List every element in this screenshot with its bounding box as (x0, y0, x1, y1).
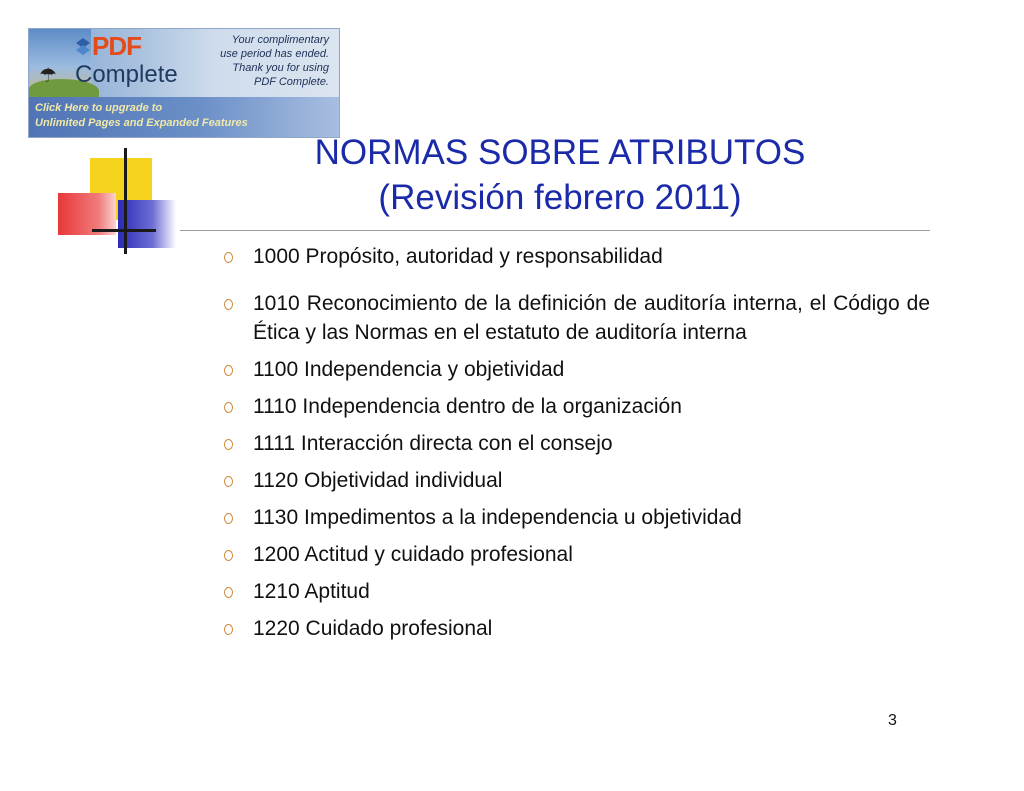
bullet-icon (224, 402, 233, 413)
banner-top (29, 29, 339, 97)
list-item (220, 392, 930, 421)
upgrade-link[interactable] (35, 101, 248, 131)
banner-message-line: use period has ended. (220, 48, 329, 60)
list-item (220, 577, 930, 606)
banner-message (189, 33, 329, 89)
list-item (220, 614, 930, 643)
pdf-complete-upgrade-banner[interactable] (28, 28, 340, 138)
slide-title (260, 130, 860, 220)
banner-message-line: PDF Complete. (254, 76, 329, 88)
list-item-text: 1210 Aptitud (253, 580, 370, 603)
brand-pdf: PDF (92, 31, 141, 61)
list-item (220, 289, 930, 347)
list-item (220, 355, 930, 384)
title-divider (180, 230, 930, 231)
banner-message-line: Thank you for using (232, 62, 329, 74)
upgrade-link-line[interactable]: Unlimited Pages and Expanded Features (35, 117, 248, 129)
list-item-text: 1220 Cuidado profesional (253, 617, 493, 640)
list-item-text: 1100 Independencia y objetividad (253, 358, 565, 381)
list-item (220, 429, 930, 458)
standards-list (220, 242, 930, 643)
bullet-icon (224, 587, 233, 598)
bullet-icon (224, 299, 233, 310)
bullet-icon (224, 550, 233, 561)
bullet-icon (224, 513, 233, 524)
list-item-text: 1000 Propósito, autoridad y responsabilidad (253, 245, 663, 268)
list-item (220, 540, 930, 569)
list-item-text: 1200 Actitud y cuidado profesional (253, 543, 573, 566)
slide-title-line1: NORMAS SOBRE ATRIBUTOS (314, 133, 806, 172)
banner-message-line: Your complimentary (231, 34, 329, 46)
decor-horizontal-line (92, 229, 156, 232)
list-item-text: 1010 Reconocimiento de la definición de auditoría interna, el Código de Ética y las Normas en el estatuto de auditoría interna (253, 292, 930, 344)
list-item-text: 1120 Objetividad individual (253, 469, 503, 492)
bullet-icon (224, 624, 233, 635)
decor-vertical-line (124, 148, 127, 254)
bullet-icon (224, 365, 233, 376)
bullet-icon (224, 252, 233, 263)
bullet-icon (224, 439, 233, 450)
list-item (220, 503, 930, 532)
list-item-text: 1111 Interacción directa con el consejo (253, 432, 613, 455)
upgrade-link-line[interactable]: Click Here to upgrade to (35, 102, 163, 114)
list-item-text: 1110 Independencia dentro de la organización (253, 395, 682, 418)
pdf-logo-icon (75, 37, 91, 59)
umbrella-figure-icon: ☂ (39, 65, 57, 87)
page-number: 3 (888, 712, 897, 729)
list-item (220, 242, 930, 271)
list-item-text: 1130 Impedimentos a la independencia u objetividad (253, 506, 742, 529)
brand-complete: Complete (75, 61, 178, 88)
list-item (220, 466, 930, 495)
slide-title-line2: (Revisión febrero 2011) (378, 178, 742, 217)
bullet-icon (224, 476, 233, 487)
